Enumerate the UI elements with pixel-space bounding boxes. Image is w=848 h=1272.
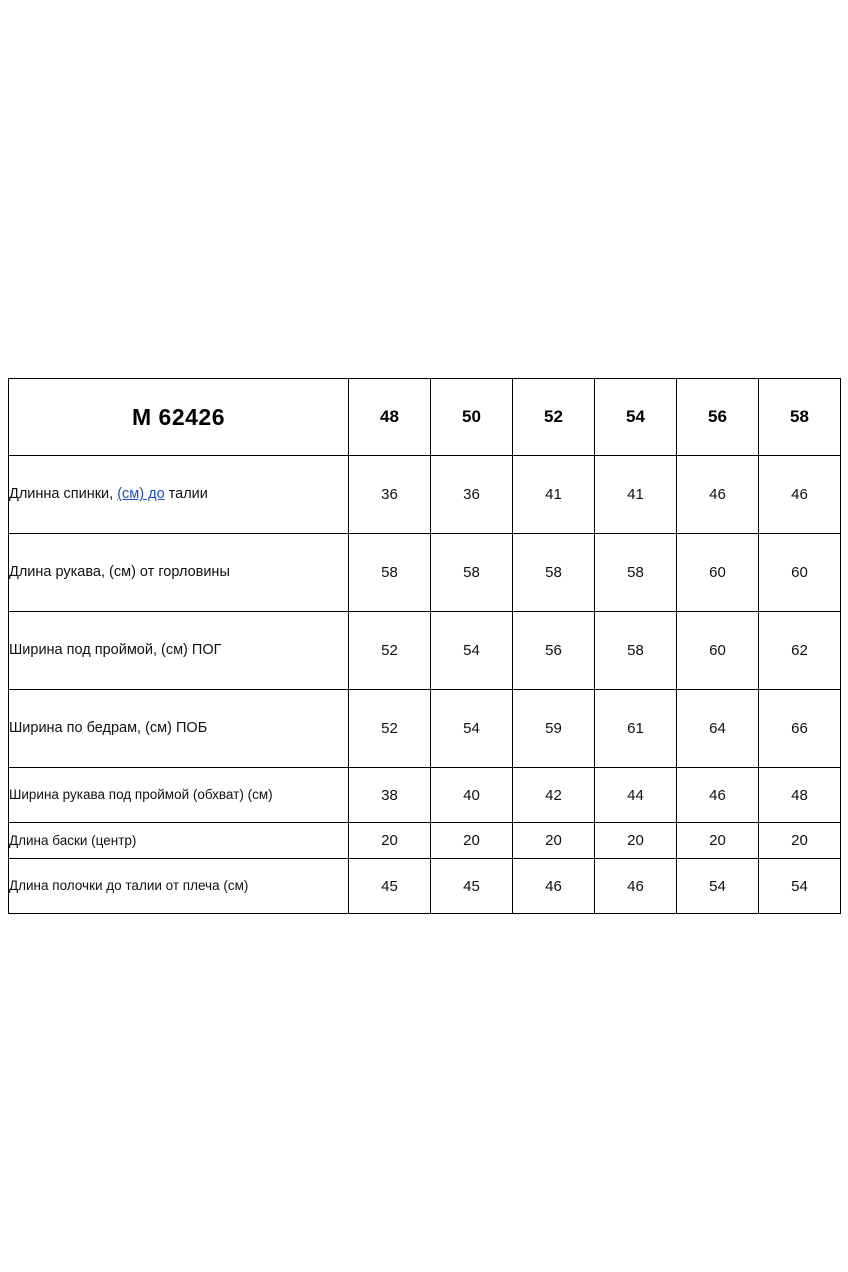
table-row: [9, 456, 841, 534]
cell-value: 44: [595, 768, 677, 823]
table-row: [9, 768, 841, 823]
cell-value: 60: [677, 534, 759, 612]
cell-value: 59: [513, 690, 595, 768]
table-row: [9, 859, 841, 914]
cell-value: 58: [595, 534, 677, 612]
measurement-label-front-length: Длина полочки до талии от плеча (см): [9, 859, 349, 914]
cell-value: 56: [513, 612, 595, 690]
cell-value: 52: [349, 690, 431, 768]
cell-value: 42: [513, 768, 595, 823]
label-text-prefix: Длинна спинки,: [9, 486, 118, 503]
cell-value: 66: [759, 690, 841, 768]
model-title: M 62426: [9, 379, 349, 456]
cell-value: 54: [759, 859, 841, 914]
size-header-50: 50: [431, 379, 513, 456]
cell-value: 36: [349, 456, 431, 534]
cell-value: 54: [677, 859, 759, 914]
cell-value: 60: [759, 534, 841, 612]
cell-value: 46: [595, 859, 677, 914]
size-header-48: 48: [349, 379, 431, 456]
label-text-link[interactable]: (см) до: [117, 486, 165, 503]
cell-value: 40: [431, 768, 513, 823]
cell-value: 64: [677, 690, 759, 768]
cell-value: 41: [595, 456, 677, 534]
cell-value: 62: [759, 612, 841, 690]
cell-value: 52: [349, 612, 431, 690]
cell-value: 41: [513, 456, 595, 534]
label-text-suffix: талии: [164, 486, 208, 503]
size-header-52: 52: [513, 379, 595, 456]
cell-value: 45: [349, 859, 431, 914]
size-header-56: 56: [677, 379, 759, 456]
cell-value: 20: [349, 823, 431, 859]
cell-value: 46: [677, 456, 759, 534]
cell-value: 58: [595, 612, 677, 690]
size-chart-container: [8, 378, 840, 914]
table-header-row: [9, 379, 841, 456]
size-header-58: 58: [759, 379, 841, 456]
cell-value: 38: [349, 768, 431, 823]
cell-value: 58: [431, 534, 513, 612]
measurement-label-hip-width: Ширина по бедрам, (см) ПОБ: [9, 690, 349, 768]
cell-value: 54: [431, 612, 513, 690]
cell-value: 20: [595, 823, 677, 859]
cell-value: 46: [677, 768, 759, 823]
cell-value: 46: [759, 456, 841, 534]
cell-value: 45: [431, 859, 513, 914]
cell-value: 20: [759, 823, 841, 859]
size-header-54: 54: [595, 379, 677, 456]
table-row: [9, 534, 841, 612]
measurement-label-peplum-length: Длина баски (центр): [9, 823, 349, 859]
cell-value: 36: [431, 456, 513, 534]
cell-value: 58: [513, 534, 595, 612]
cell-value: 61: [595, 690, 677, 768]
cell-value: 20: [677, 823, 759, 859]
cell-value: 60: [677, 612, 759, 690]
measurement-label-chest-width: Ширина под проймой, (см) ПОГ: [9, 612, 349, 690]
cell-value: 46: [513, 859, 595, 914]
cell-value: 54: [431, 690, 513, 768]
measurement-label-sleeve-width: Ширина рукава под проймой (обхват) (см): [9, 768, 349, 823]
cell-value: 20: [513, 823, 595, 859]
cell-value: 48: [759, 768, 841, 823]
table-row: [9, 823, 841, 859]
cell-value: 20: [431, 823, 513, 859]
table-row: [9, 690, 841, 768]
measurement-label-back-length: [9, 456, 349, 534]
cell-value: 58: [349, 534, 431, 612]
table-row: [9, 612, 841, 690]
measurement-label-sleeve-length: Длина рукава, (см) от горловины: [9, 534, 349, 612]
size-chart-table: [8, 378, 841, 914]
